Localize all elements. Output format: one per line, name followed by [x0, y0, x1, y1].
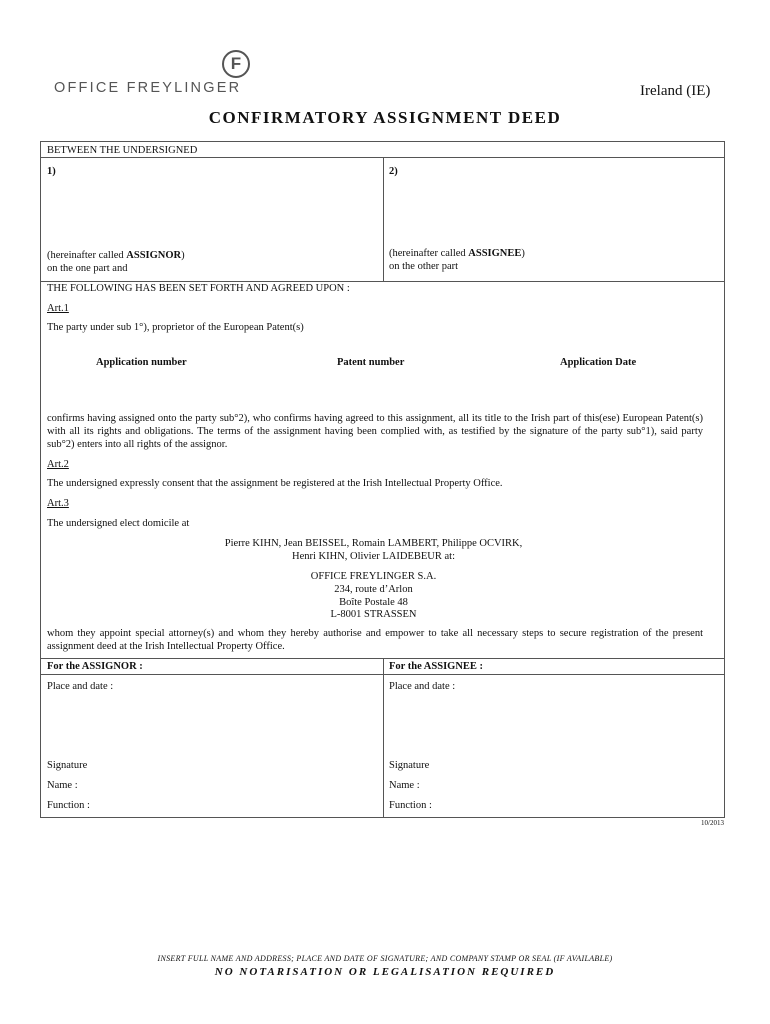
assignor-called-prefix: (hereinafter called — [47, 250, 127, 261]
art1-text: The party under sub 1°), proprietor of the European Patent(s) — [47, 322, 304, 333]
footer-notice: NO NOTARISATION OR LEGALISATION REQUIRED — [214, 966, 556, 978]
signature-column-divider — [383, 658, 384, 817]
logo-letter: F — [230, 54, 242, 73]
logo-mark — [222, 50, 250, 78]
assignee-role: ASSIGNEE — [468, 248, 522, 259]
version-label: 10/2013 — [701, 819, 724, 827]
art2-label: Art.2 — [47, 459, 69, 470]
art1-label: Art.1 — [47, 303, 69, 314]
art2-text: The undersigned expressly consent that the assignment be registered at the Irish Intellectual Property Office. — [47, 478, 503, 489]
agreement-heading: THE FOLLOWING HAS BEEN SET FORTH AND AGREED UPON : — [47, 283, 350, 294]
attorneys-line-2: Henri KIHN, Olivier LAIDEBEUR at: — [291, 551, 455, 562]
assignee-signature-label: Signature — [389, 760, 430, 771]
appoint-paragraph: whom they appoint special attorney(s) and whom they hereby authorise and empower to take all necessary steps to secure registration of the present assignment deed at the Irish Intellectual Property Office. — [47, 628, 703, 652]
col-patent-number: Patent number — [337, 357, 405, 368]
address-line-2: 234, route d’Arlon — [334, 584, 413, 595]
footer-instructions: INSERT FULL NAME AND ADDRESS; PLACE AND DATE OF SIGNATURE; AND COMPANY STAMP OR SEAL (IF AVAILABLE) — [157, 954, 613, 963]
assignor-signature-heading: For the ASSIGNOR : — [47, 661, 143, 672]
deed-form — [40, 141, 725, 818]
divider — [41, 674, 724, 675]
assignor-called — [47, 249, 185, 262]
assignee-called — [389, 247, 525, 260]
address-line-4: L-8001 STRASSEN — [330, 609, 417, 620]
address-line-1: OFFICE FREYLINGER S.A. — [310, 571, 437, 582]
assignee-called-suffix: ) — [521, 248, 525, 259]
address-line-3: Boîte Postale 48 — [339, 597, 408, 608]
assignor-function-label: Function : — [47, 800, 90, 811]
col-application-number: Application number — [96, 357, 187, 368]
attorneys-line-1: Pierre KIHN, Jean BEISSEL, Romain LAMBERT, Philippe OCVIRK, — [224, 538, 523, 549]
art3-text: The undersigned elect domicile at — [47, 518, 190, 529]
confirms-paragraph: confirms having assigned onto the party sub°2), who confirms having agreed to this assignment, all its title to the Irish part of this(ese) European Patent(s) with all its rights and obligations. The terms of the assignment having been complied with, as testified by the signature of the party sub°1), said party sub°2) enters into all rights of the assignor. — [47, 413, 703, 450]
assignee-place-date: Place and date : — [389, 681, 456, 692]
between-label: BETWEEN THE UNDERSIGNED — [47, 145, 198, 156]
col-application-date: Application Date — [560, 357, 637, 368]
assignee-signature-heading: For the ASSIGNEE : — [389, 661, 484, 672]
assignor-role: ASSIGNOR — [126, 250, 182, 261]
assignor-signature-label: Signature — [47, 760, 88, 771]
assignee-function-label: Function : — [389, 800, 432, 811]
assignee-name-label: Name : — [389, 780, 420, 791]
party-2-number: 2) — [389, 166, 398, 177]
document-title: CONFIRMATORY ASSIGNMENT DEED — [208, 108, 562, 127]
art3-label: Art.3 — [47, 498, 69, 509]
assignor-called-suffix: ) — [181, 250, 185, 261]
assignor-part: on the one part and — [47, 263, 128, 274]
assignor-name-label: Name : — [47, 780, 78, 791]
party-column-divider — [383, 157, 384, 281]
party-1-number: 1) — [47, 166, 56, 177]
assignor-place-date: Place and date : — [47, 681, 114, 692]
country-label: Ireland (IE) — [640, 83, 711, 99]
assignee-part: on the other part — [389, 261, 459, 272]
logo-text: OFFICE FREYLINGER — [54, 80, 242, 96]
assignee-called-prefix: (hereinafter called — [389, 248, 469, 259]
